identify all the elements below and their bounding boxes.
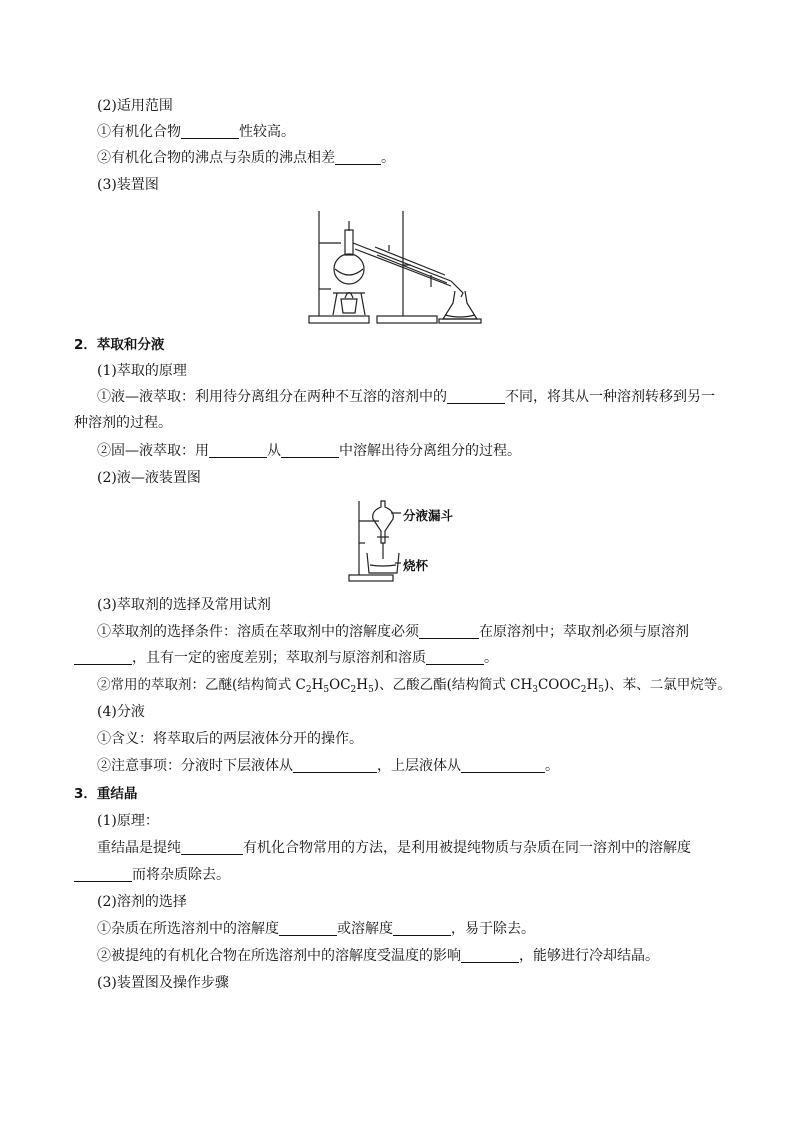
- solvent-selection-title: (2)溶剂的选择: [97, 894, 187, 910]
- section-3-heading: 3．重结晶: [74, 786, 138, 802]
- common-extractants-line: ②常用的萃取剂：乙醚(结构简式 $C_2H_5OC_2H_5$)、乙酸乙酯(结构简式 $CH_3COOC_2H_5$)、苯、二氯甲烷等。: [97, 677, 731, 695]
- apparatus-title: (3)装置图: [97, 177, 159, 193]
- separation-notes: ②注意事项：分液时下层液体从 ，上层液体从 。: [97, 758, 559, 774]
- scope-item-2: ②有机化合物的沸点与杂质的沸点相差 。: [97, 150, 395, 166]
- answer-blank[interactable]: [181, 124, 239, 139]
- separation-title: (4)分液: [97, 704, 145, 720]
- impurity-solubility-line: ①杂质在所选溶剂中的溶解度 或溶解度 ，易于除去。: [97, 921, 535, 937]
- beaker-label: 烧杯: [403, 558, 429, 573]
- solid-liquid-line: ②固—液萃取：用 从 中溶解出待分离组分的过程。: [97, 443, 521, 459]
- answer-blank[interactable]: [461, 758, 545, 773]
- answer-blank[interactable]: [447, 389, 505, 404]
- answer-blank[interactable]: [335, 150, 381, 165]
- distillation-apparatus-figure: [305, 203, 491, 327]
- recrystallization-principle-line-1: 重结晶是提纯 有机化合物常用的方法，是利用被提纯物质与杂质在同一溶剂中的溶解度: [97, 840, 691, 856]
- answer-blank[interactable]: [461, 948, 519, 963]
- answer-blank[interactable]: [181, 840, 243, 855]
- funnel-label: 分液漏斗: [403, 508, 454, 523]
- purified-solubility-line: ②被提纯的有机化合物在所选溶剂中的溶解度受温度的影响 ，能够进行冷却结晶。: [97, 948, 659, 964]
- answer-blank[interactable]: [393, 921, 451, 936]
- answer-blank[interactable]: [293, 758, 377, 773]
- answer-blank[interactable]: [74, 867, 132, 882]
- selection-condition-line-2: ，且有一定的密度差别；萃取剂与原溶剂和溶质 。: [74, 648, 498, 668]
- answer-blank[interactable]: [209, 443, 267, 458]
- answer-blank[interactable]: [419, 624, 479, 639]
- liquid-liquid-line-2: 种溶剂的过程。: [74, 415, 172, 431]
- section-2-heading: 2．萃取和分液: [74, 337, 165, 353]
- recrystallization-principle-title: (1)原理：: [97, 813, 159, 829]
- answer-blank[interactable]: [279, 921, 337, 936]
- selection-condition-line-1: ①萃取剂的选择条件：溶质在萃取剂中的溶解度必须 在原溶剂中；萃取剂必须与原溶剂: [97, 624, 689, 640]
- scope-title: (2)适用范围: [97, 98, 173, 114]
- extractant-selection-title: (3)萃取剂的选择及常用试剂: [97, 597, 271, 613]
- liquid-apparatus-title: (2)液—液装置图: [97, 470, 201, 486]
- liquid-liquid-line-1: ①液—液萃取：利用待分离组分在两种不互溶的溶剂中的 不同，将其从一种溶剂转移到另一: [97, 389, 715, 405]
- answer-blank[interactable]: [281, 443, 339, 458]
- steps-title: (3)装置图及操作步骤: [97, 975, 229, 991]
- answer-blank[interactable]: [74, 650, 132, 665]
- answer-blank[interactable]: [426, 650, 484, 665]
- recrystallization-principle-line-2: 而将杂质除去。: [74, 865, 230, 885]
- separation-meaning: ①含义：将萃取后的两层液体分开的操作。: [97, 731, 363, 747]
- extraction-principle-title: (1)萃取的原理: [97, 363, 187, 379]
- scope-item-1: ①有机化合物 性较高。: [97, 124, 295, 140]
